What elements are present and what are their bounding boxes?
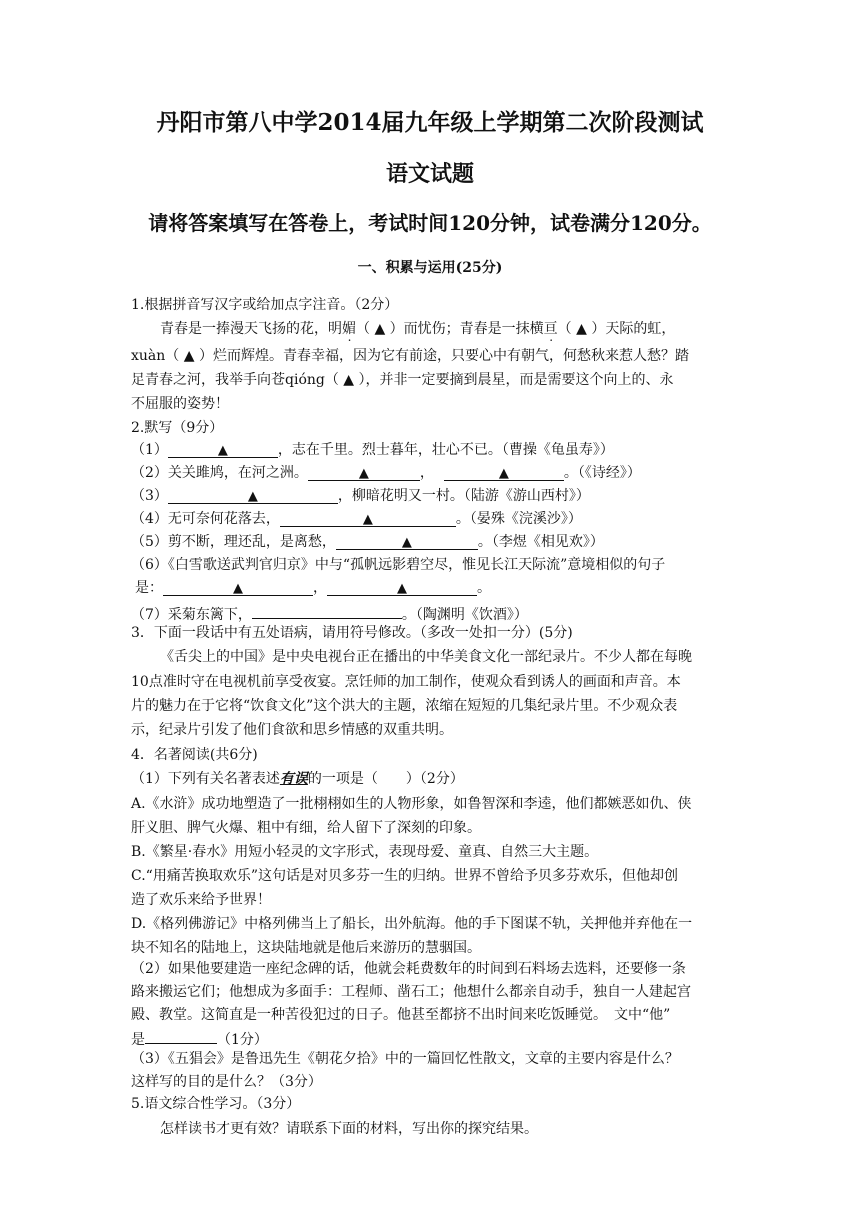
q2-item-1: （1） ▲ ，志在千里。烈士暮年，壮心不已。（曹操《龟虽寿》） [131,442,614,458]
answer-blank: ▲ [163,581,313,596]
q4-option-d-cont: 块不知名的陆地上，这块陆地就是他后来游历的慧骃国。 [131,940,481,956]
answer-blank [252,604,402,619]
q1-text-line: 足青春之河，我举手向苍qióng（ ▲ ），并非一定要摘到晨星，而是需要这个向上的、永 [131,372,674,388]
answer-blank [145,1029,217,1044]
q3-paragraph-line: 《舌尖上的中国》是中央电视台正在播出的中华美食文化一部纪录片。不少人都在每晚 [160,649,692,665]
q1-text-line: xuàn（ ▲ ）烂而辉煌。青春幸福，因为它有前途，只要心中有朝气，何愁秋来惹人愁？踏 [131,348,689,364]
q4-sub3-line: 这样写的目的是什么？（3分） [131,1074,322,1090]
q2-item-5: （5）剪不断，理还乱，是离愁， ▲ 。（李煜《相见欢》） [131,534,604,550]
q4-sub3-line: （3）《五猖会》是鲁迅先生《朝花夕拾》中的一篇回忆性散文，文章的主要内容是什么？ [131,1051,679,1067]
q5-prompt: 怎样读书才更有效？请联系下面的材料，写出你的探究结果。 [160,1121,538,1137]
q2-item-6-answer: 是： ▲ ， ▲ 。 [135,580,491,596]
q3-paragraph-line: 示，纪录片引发了他们食欲和思乡情感的双重共明。 [131,722,453,738]
q4-option-b: B.《繁星·春水》用短小轻灵的文字形式，表现母爱、童真、自然三大主题。 [131,844,599,860]
q4-sub2-answer: 是 （1分） [131,1029,268,1047]
q4-option-c: C.“用痛苦换取欢乐”这句话是对贝多芬一生的归纳。世界不曾给予贝多芬欢乐，但他却创 [131,868,678,884]
q4-sub1: （1）下列有关名著表述有误的一项是（ ）（2分） [131,771,464,787]
q2-item-3: （3） ▲ ，柳暗花明又一村。（陆游《游山西村》） [131,488,590,504]
q1-text-line: 青春是一捧漫天飞扬的花，明媚（ ▲ ）而忧伤；青春是一抹横亘（ ▲ ）天际的虹， [160,321,676,337]
q4-option-d: D.《格列佛游记》中格列佛当上了船长，出外航海。他的手下图谋不轨，关押他并弃他在一 [131,916,693,932]
q2-item-6: （6）《白雪歌送武判官归京》中与“孤帆远影碧空尽，惟见长江天际流”意境相似的句子 [131,557,666,573]
q2-label: 2.默写（9分） [131,420,224,436]
exam-subtitle: 语文试题 [385,161,474,187]
q4-sub2-line: 路来搬运它们；他想成为多面手：工程师、凿石工；他想什么都亲自动手，独自一人建起宫 [131,984,691,1000]
q1-text-line: 不屈服的姿势！ [131,396,229,412]
answer-blank: ▲ [280,512,456,527]
q4-option-c-cont: 造了欢乐来给予世界！ [131,892,271,908]
answer-blank: ▲ [308,466,420,481]
q3-label: 3．下面一段话中有五处语病，请用符号修改。（多改一处扣一分）(5分) [131,625,573,641]
answer-blank: ▲ [168,443,278,458]
section-heading: 一、积累与运用(25分) [357,260,503,276]
exam-title: 丹阳市第八中学2014届九年级上学期第二次阶段测试 [156,109,704,136]
q2-item-2: （2）关关雎鸠，在河之洲。 ▲ ， ▲ 。（《诗经》） [131,465,641,481]
q3-paragraph-line: 片的魅力在于它将“饮食文化”这个洪大的主题，浓缩在短短的几集纪录片里。不少观众表 [131,698,678,714]
q4-label: 4．名著阅读(共6分) [131,747,258,763]
q2-item-4: （4）无可奈何花落去， ▲ 。（晏殊《浣溪沙》） [131,511,582,527]
q4-sub2-line: 殿、教堂。这简直是一种苦役犯过的日子。他甚至都挤不出时间来吃饭睡觉。 文中“他” [131,1007,671,1023]
answer-blank: ▲ [168,489,338,504]
q4-sub2-line: （2）如果他要建造一座纪念碑的话，他就会耗费数年的时间到石料场去选料，还要修一条 [131,961,686,977]
q5-label: 5.语文综合性学习。（3分） [131,1096,301,1112]
q1-label: 1.根据拼音写汉字或给加点字注音。（2分） [131,297,399,313]
answer-blank: ▲ [336,535,478,550]
q2-item-7: （7）采菊东篱下， 。（陶渊明《饮酒》） [131,604,528,622]
answer-blank: ▲ [444,466,564,481]
q4-option-a: A.《水浒》成功地塑造了一批栩栩如生的人物形象，如鲁智深和李逵，他们都嫉恶如仇、侠 [131,796,692,812]
q3-paragraph-line: 10点准时守在电视机前享受夜宴。烹饪师的加工制作，使观众看到诱人的画面和声音。本 [131,674,681,690]
answer-blank: ▲ [327,581,477,596]
q4-option-a-cont: 肝义胆、脾气火爆、粗中有细，给人留下了深刻的印象。 [131,820,481,836]
exam-instruction: 请将答案填写在答卷上，考试时间120分钟，试卷满分120分。 [148,211,712,235]
